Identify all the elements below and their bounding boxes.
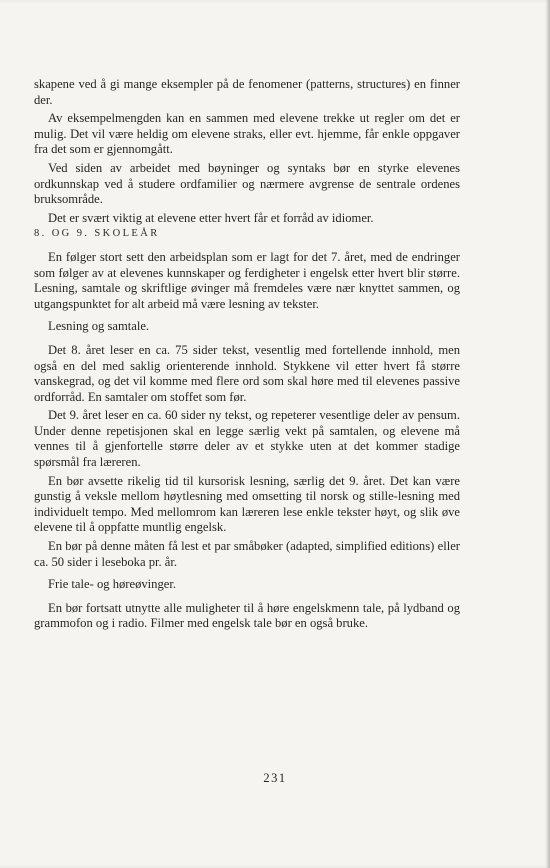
body-text: [34, 77, 460, 632]
paragraph: En bør avsette rikelig tid til kursorisk lesning, særlig det 9. året. Det kan være gunstig å veksle mellom høytlesning med omsetting til norsk og stille-lesning med individuelt tempo. Med mellomrom kan læreren lese enkle tekster høyt, og slik øve elevene til å oppfatte muntlig engelsk.: [34, 473, 460, 535]
paragraph: En bør på denne måten få lest et par småbøker (adapted, simplified editions) eller ca. 50 sider i leseboka pr. år.: [34, 539, 460, 569]
paragraph: Det 9. året leser en ca. 60 sider ny tekst, og repeterer vesentlige deler av pensum. Under denne repetisjonen skal en legge særlig vekt på samtalen, og elevene må vennes til å gjenfortelle større deler av et stykke uten at det kommer stadige spørsmål fra læreren.: [34, 408, 460, 470]
paragraph: En følger stort sett den arbeidsplan som er lagt for det 7. året, med de endringer som følger av at elevenes kunnskaper og ferdigheter i engelsk etter hvert blir større. Lesning, samtale og skriftlige øvinger må fremdeles være nær knyttet sammen, og utgangspunktet for alt arbeid må være lesning av tekster.: [34, 249, 460, 311]
paragraph: skapene ved å gi mange eksempler på de fenomener (patterns, structures) en finner der.: [34, 77, 460, 107]
paragraph: En bør fortsatt utnytte alle muligheter til å høre engelskmenn tale, på lydband og grammofon og i radio. Filmer med engelsk tale bør en også bruke.: [34, 600, 460, 631]
paragraph: Det 8. året leser en ca. 75 sider tekst, vesentlig med fortellende innhold, men også en del med saklig orienterende innhold. Stykkene vil etter hvert få større vanskegrad, og det vil komme med flere ord som skal høre med til elevenes passive ordforråd. En samtaler om stoffet som før.: [34, 342, 460, 404]
paragraph: Det er svært viktig at elevene etter hvert får et forråd av idiomer.: [48, 210, 374, 225]
page-number: 231: [263, 771, 287, 785]
paragraph: Ved siden av arbeidet med bøyninger og syntaks bør en styrke elevenes ordkunnskap ved å studere ordfamilier og nærmere avgrense de sentrale ordenes bruksområde.: [34, 160, 460, 207]
subheading-reading: Lesning og samtale.: [48, 319, 150, 334]
page-edge-shadow: [546, 0, 550, 868]
section-heading: 8. OG 9. SKOLEÅR: [34, 228, 160, 240]
subheading-speaking: Frie tale- og høreøvinger.: [48, 577, 176, 592]
paragraph: Av eksempelmengden kan en sammen med elevene trekke ut regler om det er mulig. Det vil være heldig om elevene straks, eller evt. hjemme, får enkle oppgaver fra det som er gjennomgått.: [34, 111, 460, 157]
